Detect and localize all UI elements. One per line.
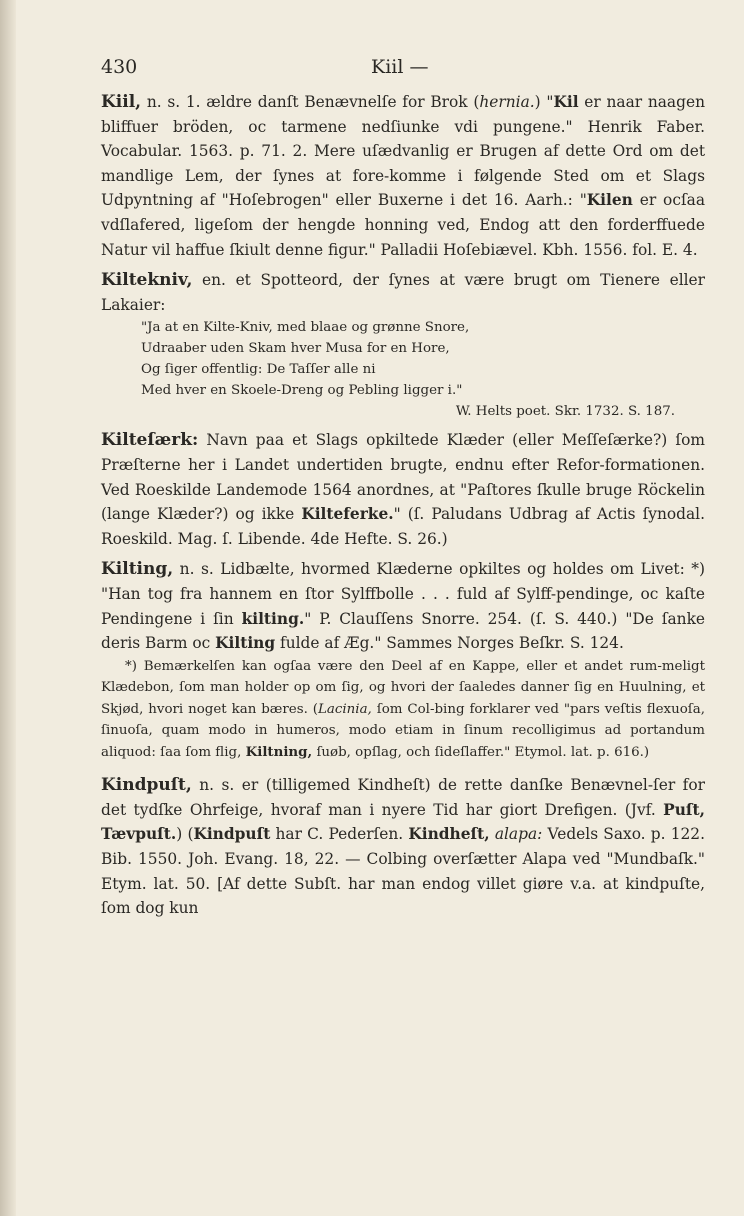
- page-binding-shadow: [0, 0, 16, 1216]
- latin-term: hernia.: [479, 93, 535, 111]
- bold-term: Puſt, Tævpuſt.: [101, 800, 705, 844]
- headword: Kindpuſt,: [101, 775, 192, 796]
- quote-source: W. Helts poet. Skr. 1732. S. 187.: [455, 404, 675, 420]
- entry-kindpust: [101, 773, 705, 921]
- headword: Kilting,: [101, 559, 174, 580]
- entry-kiltekniv-text: Kiltekniv, en. et Spotteord, der ſynes at være brugt om Tienere eller Lakaier:: [101, 270, 705, 314]
- running-title: Kiil —: [371, 56, 429, 78]
- page-number: 430: [101, 56, 138, 78]
- entry-kindpust-text: Kindpuſt, n. s. er (tilligemed Kindheſt) de rette danſke Benævnel-ſer for det tydſke Ohrfeige, hvoraf man i nyere Tid har giort Drefigen. (Jvf. Puſt, Tævpuſt.) (Kindpuſt har C. Pederſen. Kindheſt, alapa: Vedels Saxo. p. 122. Bib. 1550. Joh. Evang. 18, 22. — Colbing overſætter Alapa ved "Mundbaſk." Etym. lat. 50. [Af dette Subſt. har man endog villet giøre v.a. at kindpuſte, ſom dog kun: [101, 775, 705, 918]
- bold-term: Kindheſt,: [408, 825, 490, 844]
- bold-term: Kilteferke.: [301, 505, 394, 524]
- entry-kiltesaerk-text: Kilteſærk: Navn paa et Slags opkiltede Klæder (eller Meſſeſærke?) ſom Præſterne her i Landet undertiden brugte, endnu efter Refor-formationen. Ved Roeskilde Landemode 1564 anordnes, at "Paſtores ſkulle bruge Röckelin (lange Klæder?) og ikke Kilteferke." (ſ. Paludans Udbrag af Actis ſynodal. Roeskild. Mag. ſ. Libende. 4de Hefte. S. 26.): [101, 430, 705, 548]
- bold-term: Kilting: [215, 634, 276, 653]
- verse-quote: [141, 317, 705, 422]
- entry-kiil: [101, 90, 705, 262]
- book-page: [101, 56, 705, 927]
- entry-kiltekniv: [101, 268, 705, 422]
- entry-kilting: [101, 557, 705, 763]
- bold-term: kilting.: [241, 609, 305, 628]
- entry-kilting-text: Kilting, n. s. Lidbælte, hvormed Klæderne opkiltes og holdes om Livet: *) "Han tog fra hannem en ſtor Sylffbolle . . . fuld af Sylff-pendinge, oc kaſte Pendingene i ſin kilting." P. Clauſſens Snorre. 254. (ſ. S. 440.) "De ſanke deris Barm oc Kilting fulde af Æg." Sammes Norges Beſkr. S. 124.: [101, 559, 705, 653]
- entry-kiil-text: Kiil, n. s. 1. ældre danſt Benævnelſe for Brok (hernia.) "Kil er naar naagen bliffuer bröden, oc tarmene nedſiunke vdi pungene." Henrik Faber. Vocabular. 1563. p. 71. 2. Mere uſædvanlig er Brugen af dette Ord om det mandlige Lem, der ſynes at fore-komme i følgende Sted om et Slags Udpyntning af "Hoſebrogen" eller Buxerne i det 16. Aarh.: "Kilen er ocſaa vdſlafered, ligeſom der hengde honning ved, Endog att den forderffuede Natur vil haffue ſkiult denne figur." Palladii Hoſebiævel. Kbh. 1556. fol. E. 4.: [101, 92, 705, 259]
- bold-term: Kilen: [586, 191, 633, 210]
- bold-term: Kiltning,: [245, 743, 313, 760]
- page-header: [101, 56, 705, 90]
- entry-kiltesaerk: [101, 428, 705, 551]
- verse-line: Og ſiger offentlig: De Taſſer alle ni: [141, 362, 376, 378]
- latin-term: Lacinia,: [318, 701, 372, 717]
- verse-line: Udraaber uden Skam hver Musa for en Hore,: [141, 341, 450, 357]
- headword: Kiltekniv,: [101, 270, 193, 291]
- headword: Kilteſærk:: [101, 430, 199, 451]
- latin-term: alapa:: [494, 825, 543, 844]
- verse-line: "Ja at en Kilte-Kniv, med blaae og grønne Snore,: [141, 320, 470, 336]
- footnote: *) Bemærkelſen kan ogſaa være den Deel af en Kappe, eller et andet rum-meligt Klædebon, ſom man holder op om ſig, og hvori der ſaaledes danner ſig en Huulning, et Skjød, hvori noget kan bæres. (Lacinia, ſom Col-bing forklarer ved "pars veſtis flexuoſa, ſinuoſa, quam modo in humeros, modo etiam in ſinum recolligimus ad portandum aliquod: ſaa ſom flig, Kiltning, ſuøb, opſlag, och ſideſlaffer." Etymol. lat. p. 616.): [101, 658, 705, 760]
- bold-term: Kindpuſt: [193, 825, 271, 844]
- bold-term: Kil: [553, 93, 579, 111]
- headword: Kiil,: [101, 92, 142, 112]
- verse-line: Med hver en Skoele-Dreng og Pebling ligger i.": [141, 383, 463, 399]
